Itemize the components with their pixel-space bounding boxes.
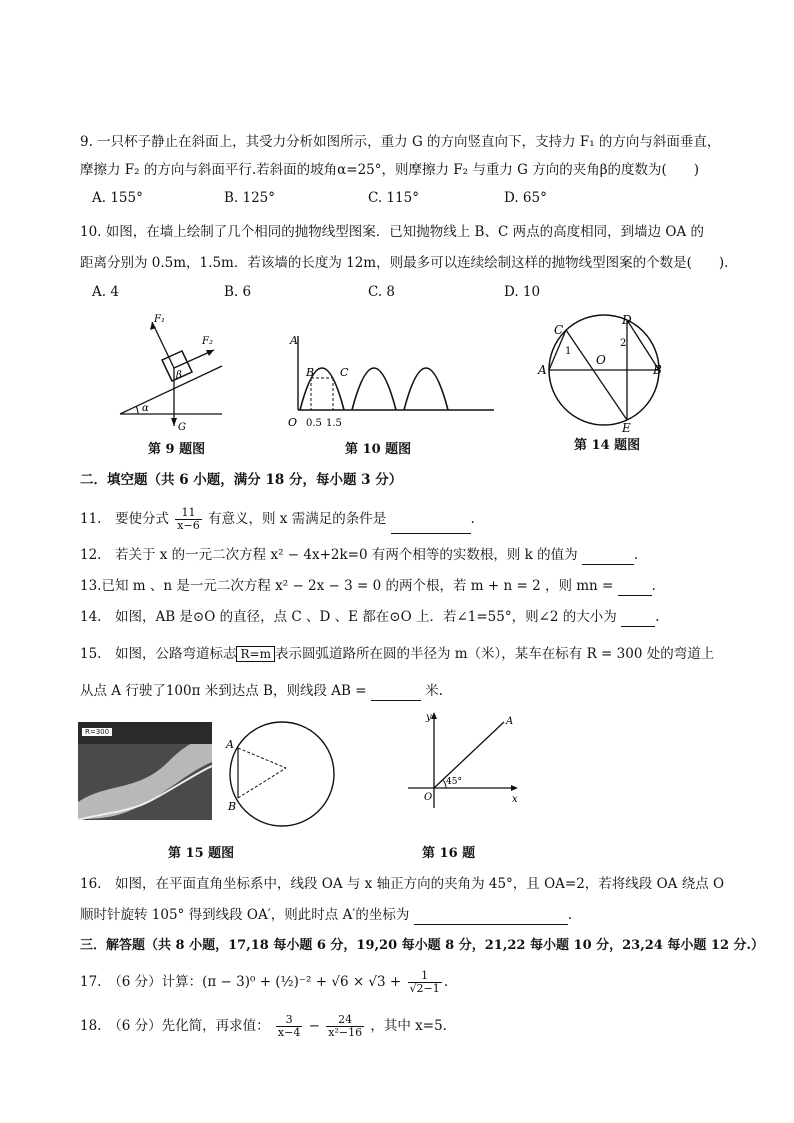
q18-suffix: ，其中 x=5.: [370, 1018, 447, 1034]
figure-16: [404, 708, 524, 814]
q11-suffix: 有意义，则 x 需满足的条件是: [208, 511, 387, 527]
fig15-radius-a: [238, 748, 286, 768]
q14-line: [80, 607, 659, 627]
fig14-caption: 第 14 题图: [574, 438, 641, 453]
fig15-caption: 第 15 题图: [168, 846, 235, 861]
q9-option-a: A. 155°: [92, 190, 143, 206]
q12-text: 12. 若关于 x 的一元二次方程 x² − 4x+2k=0 有两个相等的实数根，则 k 的值为: [80, 547, 578, 563]
q10-option-b: B. 6: [224, 284, 252, 300]
q11-line: [80, 504, 475, 534]
fig16-caption: 第 16 题: [422, 846, 476, 861]
q16-line2-text: 顺时针旋转 105° 得到线段 OA′，则此时点 A′的坐标为: [80, 907, 410, 923]
q10-option-c: C. 8: [368, 284, 396, 300]
fig10-label-b: B: [306, 366, 315, 379]
fig14-angle-2: 2: [620, 338, 627, 349]
fig14-label-b: B: [653, 363, 662, 377]
fig9-label-f1: F₁: [154, 314, 165, 325]
fig16-x-arrow: [511, 785, 518, 791]
q11-answer-blank[interactable]: [391, 519, 471, 534]
q15-rest: 表示圆弧道路所在圆的半径为 m（米），某车在标有 R = 300 处的弯道上: [274, 646, 715, 662]
q17-fraction: [408, 970, 442, 995]
fig16-label-angle: 45°: [446, 777, 462, 787]
fig9-label-f2: F₂: [202, 336, 213, 347]
q9-option-b: B. 125°: [224, 190, 276, 206]
q15-line2-text: 从点 A 行驶了100π 米到达点 B，则线段 AB =: [80, 683, 367, 699]
fig14-label-c: C: [554, 323, 564, 337]
q18-numerator-1: 3: [276, 1014, 302, 1027]
fig10-label-c: C: [340, 366, 349, 379]
q18-denominator-2: x²−16: [328, 1026, 363, 1039]
q18-denominator-1: x−4: [277, 1026, 301, 1039]
fig15-label-b: B: [228, 800, 237, 813]
q14-answer-blank[interactable]: [621, 612, 655, 627]
fig10-label-o: O: [288, 416, 298, 429]
fig10-tick-0.5: 0.5: [306, 418, 322, 429]
fig15-sign: R=300: [82, 728, 112, 736]
fig15-radius-b: [238, 768, 286, 798]
q11-fraction: [175, 507, 201, 532]
q15-line1: [80, 644, 714, 664]
section3-title: 三．解答题（共 8 小题，17,18 每小题 6 分，19,20 每小题 8 分，21,22 每小题 10 分，23,24 每小题 12 分.）: [80, 938, 765, 953]
q17-prefix: 17. （6 分）计算：(π − 3)⁰ + (½)⁻² + √6 × √3 +: [80, 974, 402, 990]
q9-option-d: D. 65°: [504, 190, 547, 206]
q13-text: 13.已知 m 、n 是一元二次方程 x² − 2x − 3 = 0 的两个根，若 m + n = 2 ，则 mn =: [80, 578, 614, 594]
fig15-road-drawing: [78, 722, 212, 820]
q16-line2: [80, 905, 572, 925]
q12-line: [80, 545, 638, 565]
q18-fraction-2: [326, 1014, 364, 1039]
q17-numerator: 1: [408, 970, 442, 983]
fig14-label-o: O: [596, 353, 606, 367]
fig15-road-photo: [78, 722, 212, 820]
fig16-label-a: A: [506, 716, 514, 727]
fig9-alpha-arc: [136, 407, 138, 415]
fig16-segment-oa: [434, 722, 504, 788]
q13-end: .: [651, 578, 656, 594]
q17-denominator: √2−1: [409, 982, 440, 995]
fig10-parabola-2: [352, 368, 396, 410]
q13-answer-blank[interactable]: [618, 581, 652, 596]
q18-minus: −: [308, 1018, 320, 1034]
q15-answer-blank[interactable]: [371, 686, 421, 701]
q16-end: .: [567, 907, 572, 923]
fig16-label-o: O: [424, 792, 433, 803]
q9-line1: 9. 一只杯子静止在斜面上，其受力分析如图所示，重力 G 的方向竖直向下，支持力 F₁ 的方向与斜面垂直，: [80, 134, 721, 150]
q11-prefix: 11. 要使分式: [80, 511, 169, 527]
section2-title: 二．填空题（共 6 小题，满分 18 分，每小题 3 分）: [80, 472, 403, 488]
q15-road-sign: R=m: [236, 646, 274, 662]
q17-end: .: [443, 974, 449, 990]
fig14-chord-ce: [566, 330, 627, 420]
q12-answer-blank[interactable]: [582, 550, 634, 565]
q13-line: [80, 576, 656, 596]
q16-answer-blank[interactable]: [414, 910, 568, 925]
fig9-label-alpha: α: [142, 403, 149, 414]
q11-end: .: [470, 511, 475, 527]
q12-end: .: [633, 547, 639, 563]
fig15-label-a: A: [226, 738, 234, 751]
figure-10: [282, 330, 498, 430]
q18-fraction-1: [276, 1014, 302, 1039]
figure-14: [532, 308, 672, 436]
fig9-label-g: G: [178, 422, 186, 433]
q9-line2: 摩擦力 F₂ 的方向与斜面平行.若斜面的坡角α=25°，则摩擦力 F₂ 与重力 G 方向的夹角β的度数为( ): [80, 162, 700, 178]
q11-denominator: x−6: [177, 519, 200, 532]
q18-line: [80, 1010, 447, 1042]
fig10-caption: 第 10 题图: [345, 442, 412, 457]
q10-option-a: A. 4: [92, 284, 119, 300]
fig14-angle-1: 1: [565, 346, 572, 357]
fig16-label-y: y: [426, 712, 432, 723]
q11-numerator: 11: [175, 507, 201, 520]
q16-line1: 16. 如图，在平面直角坐标系中，线段 OA 与 x 轴正方向的夹角为 45°，且 OA=2，若将线段 OA 绕点 O: [80, 876, 725, 892]
q15-prefix: 15. 如图，公路弯道标志: [80, 646, 237, 662]
fig9-caption: 第 9 题图: [148, 442, 206, 457]
fig14-label-e: E: [622, 421, 631, 435]
q15-line2: [80, 681, 443, 701]
fig14-label-d: D: [622, 313, 632, 327]
q15-unit: 米.: [425, 683, 443, 699]
fig10-label-a: A: [290, 334, 298, 347]
q14-text: 14. 如图，AB 是⊙O 的直径，点 C 、D 、E 都在⊙O 上．若∠1=55°，则∠2 的大小为: [80, 609, 617, 625]
fig14-label-a: A: [538, 363, 547, 377]
figure-9: [110, 308, 230, 433]
fig9-label-beta: β: [176, 370, 182, 381]
q18-numerator-2: 24: [326, 1014, 364, 1027]
q9-option-c: C. 115°: [368, 190, 419, 206]
fig15-circle: [230, 722, 334, 826]
q17-line: [80, 966, 448, 998]
q10-line1: 10. 如图，在墙上绘制了几个相同的抛物线型图案．已知抛物线上 B、C 两点的高度相同，到墙边 OA 的: [80, 224, 704, 240]
fig10-parabola-3: [404, 368, 448, 410]
q18-prefix: 18. （6 分）先化简，再求值：: [80, 1018, 270, 1034]
q14-end: .: [655, 609, 660, 625]
fig10-tick-1.5: 1.5: [326, 418, 342, 429]
fig16-y-arrow: [431, 712, 437, 719]
q10-line2: 距离分别为 0.5m，1.5m．若该墙的长度为 12m，则最多可以连续绘制这样的抛物线型图案的个数是( ).: [80, 255, 729, 271]
q10-option-d: D. 10: [504, 284, 541, 300]
fig16-label-x: x: [512, 794, 518, 805]
figure-15-diagram: [214, 718, 338, 828]
fig9-g-head: [171, 418, 177, 426]
